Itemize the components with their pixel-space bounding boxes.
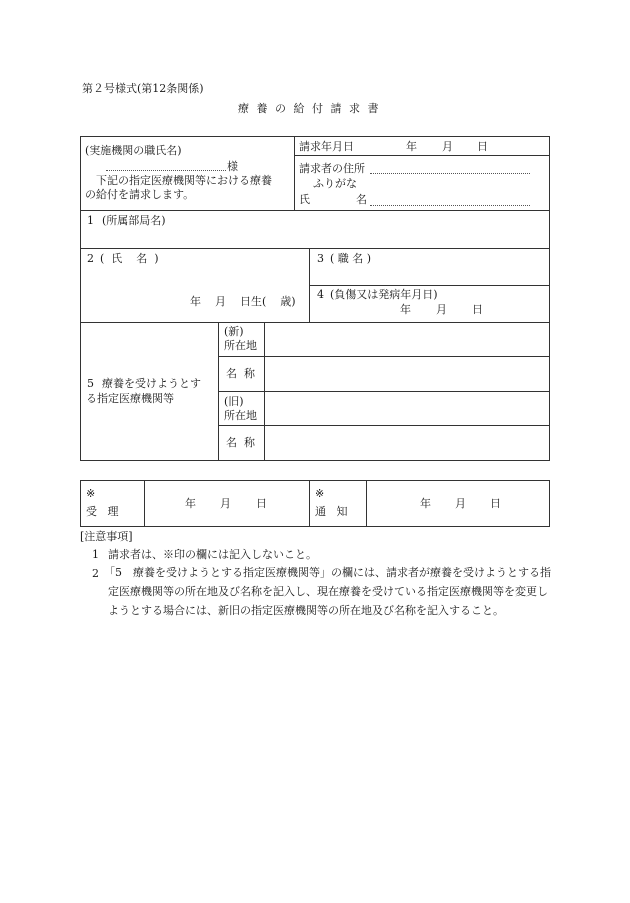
- notice-label: 通 知: [315, 505, 348, 518]
- field-5-number: 5: [87, 377, 94, 390]
- field-2-birth-date: 年 月 日生( 歳): [190, 295, 296, 308]
- old-institution-mark: (旧): [224, 395, 244, 408]
- request-date-label: 請求年月日: [299, 140, 354, 153]
- new-institution-mark: (新): [224, 325, 244, 338]
- receipt-year: 年: [185, 497, 196, 510]
- request-statement-line-2: の給付を請求します。: [85, 188, 195, 201]
- form-title: 療 養 の 給 付 請 求 書: [238, 102, 381, 115]
- requester-address-label: 請求者の住所: [299, 162, 365, 175]
- field-5-label-line-1: 療養を受けようとす: [102, 377, 201, 390]
- request-date-month: 月: [442, 140, 453, 153]
- institution-name-dotted-line[interactable]: [106, 170, 226, 171]
- field-4-month: 月: [436, 303, 447, 316]
- requester-address-dotted-line[interactable]: [370, 173, 530, 174]
- note-1-number: 1: [92, 548, 99, 561]
- receipt-month: 月: [220, 497, 231, 510]
- old-institution-name-label: 名 称: [226, 436, 255, 449]
- institution-label: (実施機関の職氏名): [85, 144, 182, 157]
- note-2-number: 2: [92, 567, 99, 580]
- new-institution-location-label: 所在地: [224, 339, 257, 352]
- receipt-label: 受 理: [86, 505, 119, 518]
- field-1-number: 1: [87, 214, 94, 227]
- field-4-day: 日: [472, 303, 483, 316]
- requester-name-label-1: 氏: [299, 193, 310, 206]
- notes-heading: [注意事項]: [80, 530, 133, 543]
- request-date-year: 年: [406, 140, 417, 153]
- form-number: 第２号様式(第12条関係): [82, 82, 204, 95]
- notice-year: 年: [420, 497, 431, 510]
- notice-mark: ※: [315, 487, 325, 500]
- field-4-label: (負傷又は発病年月日): [330, 288, 438, 301]
- institution-honorific: 様: [227, 160, 238, 173]
- field-1-label: (所属部局名): [102, 214, 166, 227]
- notice-month: 月: [455, 497, 466, 510]
- requester-furigana-label: ふりがな: [313, 177, 357, 190]
- request-statement-line-1: 下記の指定医療機関等における療養: [96, 174, 272, 187]
- field-2-label: ( 氏 名 ): [100, 252, 159, 265]
- new-institution-name-label: 名 称: [226, 367, 255, 380]
- receipt-day: 日: [256, 497, 267, 510]
- field-2-number: 2: [87, 252, 94, 265]
- requester-name-dotted-line[interactable]: [370, 205, 530, 206]
- field-3-label: ( 職 名 ): [330, 252, 372, 265]
- field-4-number: 4: [317, 288, 324, 301]
- note-1-text: 請求者は、※印の欄には記入しないこと。: [108, 548, 317, 561]
- requester-name-label-2: 名: [356, 193, 367, 206]
- receipt-mark: ※: [86, 487, 96, 500]
- field-4-year: 年: [400, 303, 411, 316]
- field-5-label-line-2: る指定医療機関等: [86, 392, 174, 405]
- note-2-text: 「5 療養を受けようとする指定医療機関等」の欄には、請求者が療養を受けようとする指定医療機関等の所在地及び名称を記入し、現在療養を受けている指定医療機関等を変更しようとする場合には、新旧の指定医療機関等の所在地及び名称を記入すること。: [104, 566, 551, 617]
- notice-day: 日: [490, 497, 501, 510]
- request-date-day: 日: [477, 140, 488, 153]
- old-institution-location-label: 所在地: [224, 409, 257, 422]
- field-3-number: 3: [317, 252, 324, 265]
